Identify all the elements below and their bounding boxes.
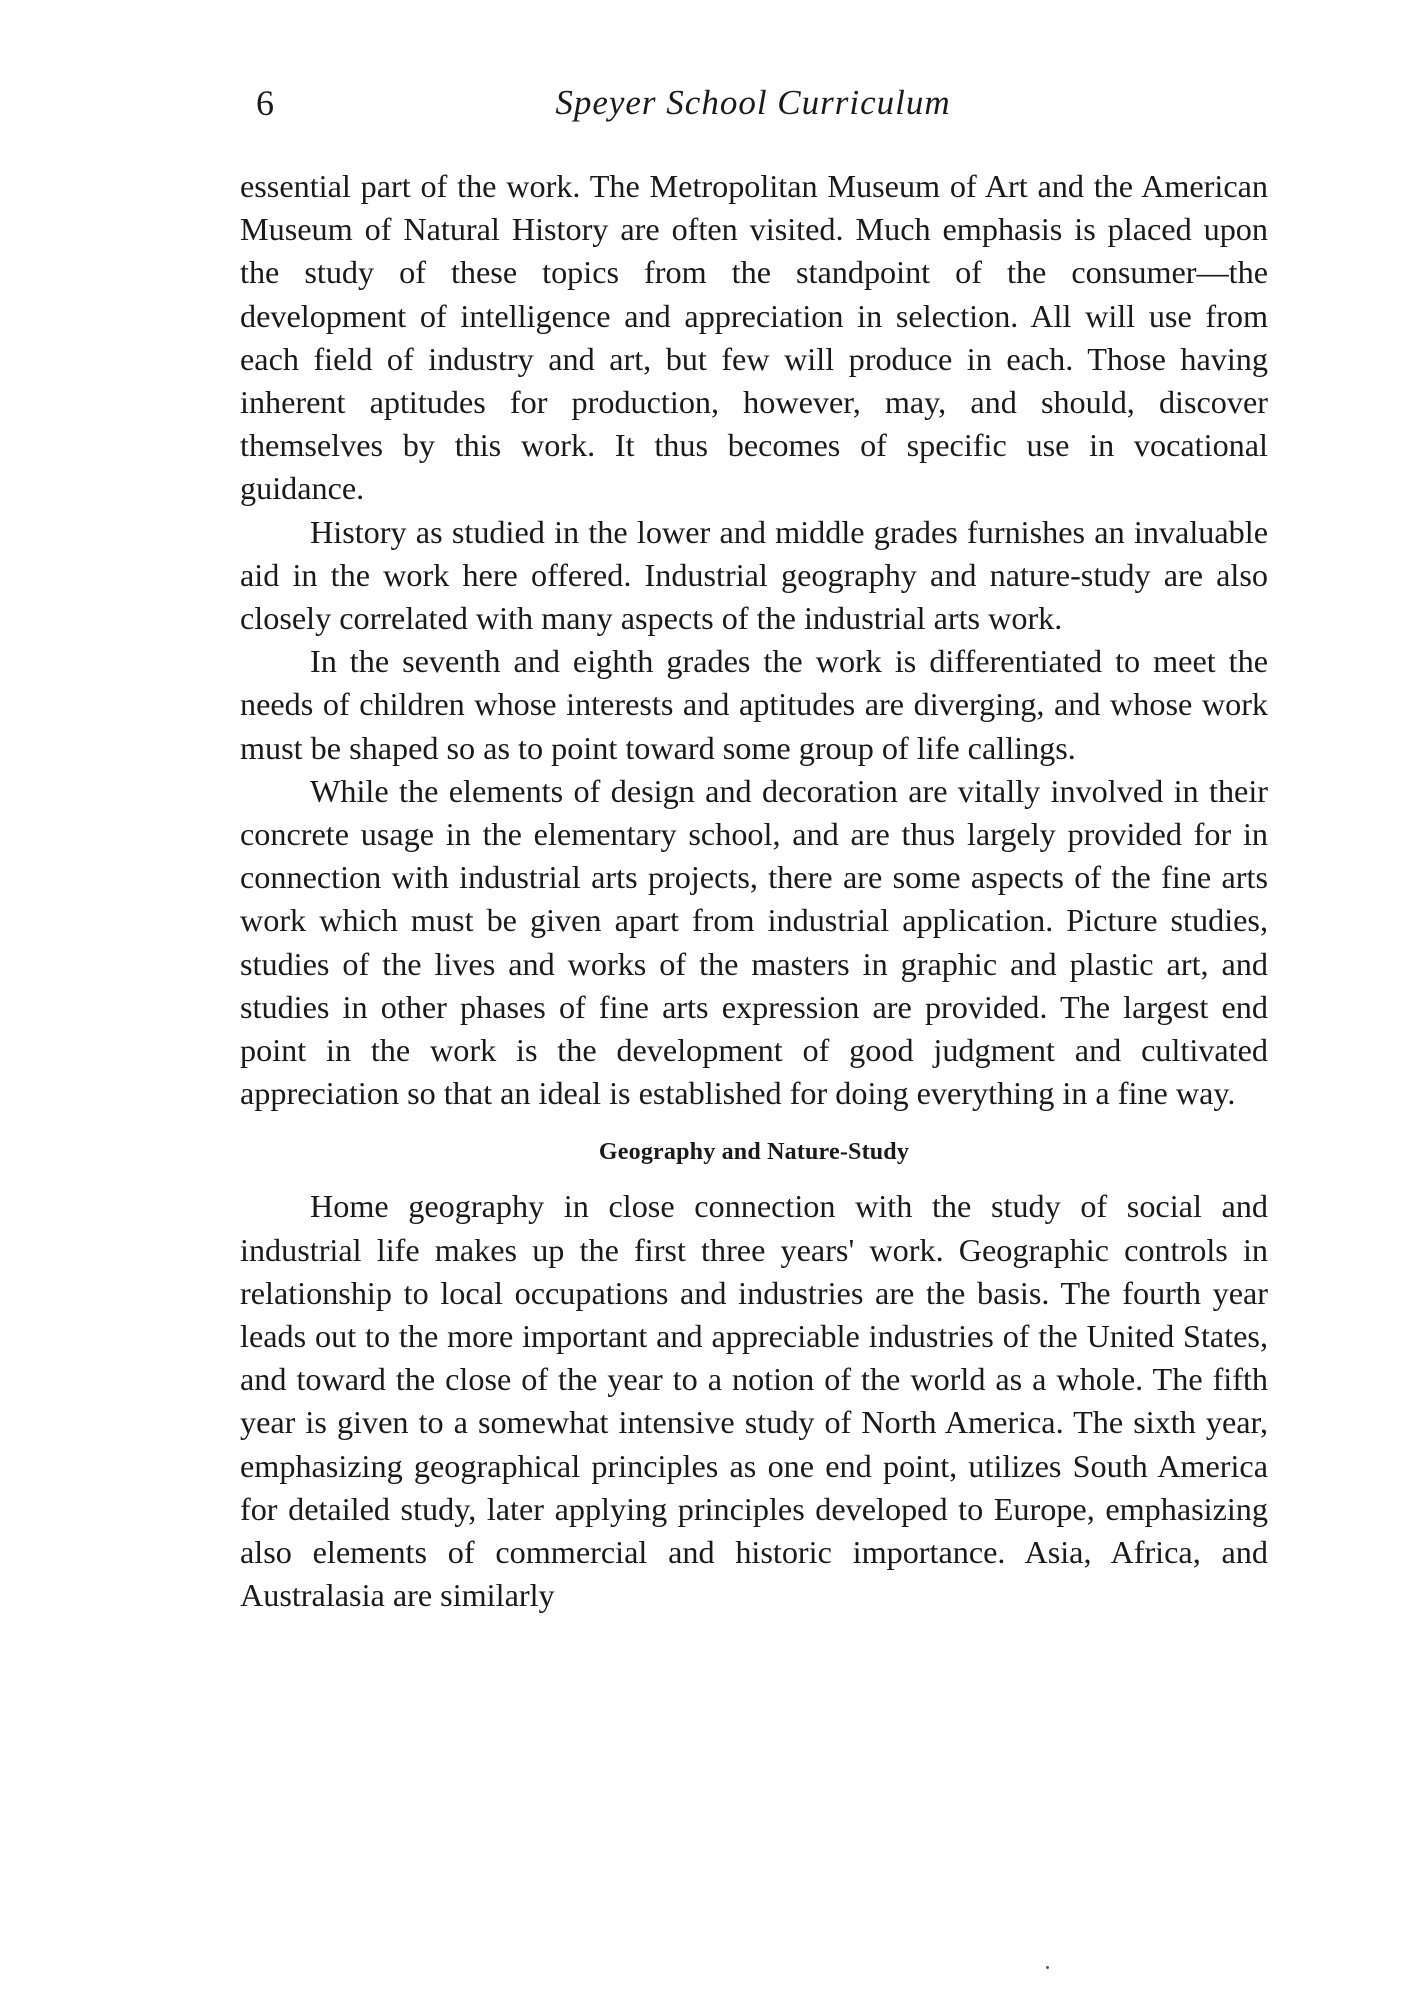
body-text (240, 165, 1268, 1618)
paragraph-home-geography: Home geography in close connection with the study of social and industrial life makes up the first three years' work. Geographic controls in relationship to local occupations and industries are the basis. The fourth year leads out to the more important and appreciable industries of the United States, and toward the close of the year to a notion of the world as a whole. The fifth year is given to a somewhat intensive study of North America. The sixth year, emphasizing geographical principles as one end point, utilizes South America for detailed study, later applying principles developed to Europe, emphasizing also elements of commercial and historic importance. Asia, Africa, and Australasia are similarly (240, 1188, 1268, 1614)
section-heading: Geography and Nature-Study (598, 1139, 910, 1166)
running-head (238, 78, 1268, 128)
running-title: Speyer School Curriculum (555, 83, 951, 122)
paragraph-seventh-eighth-grades: In the seventh and eighth grades the work is differentiated to meet the needs of children whose interests and aptitudes are diverging, and whose work must be shaped so as to point toward some group of life callings. (240, 643, 1268, 766)
paragraph-design-decoration: While the elements of design and decoration are vitally involved in their concrete usage in the elementary school, and are thus largely provided for in connection with industrial arts projects, there are some aspects of the fine arts work which must be given apart from industrial application. Picture studies, studies of the lives and works of the masters in graphic and plastic art, and studies in other phases of fine arts expression are provided. The largest end point in the work is the development of good judgment and cultivated appreciation so that an ideal is established for doing everything in a fine way. (240, 772, 1268, 1112)
page-number: 6 (256, 83, 274, 123)
print-speck (1046, 1966, 1049, 1969)
paragraph-history: History as studied in the lower and middle grades furnishes an invaluable aid in the work here offered. Industrial geography and nature-study are also closely correlated with many aspects of the industrial arts work. (240, 513, 1268, 637)
paragraph-continued: essential part of the work. The Metropolitan Museum of Art and the American Museum of Natural History are often visited. Much emphasis is placed upon the study of these topics from the standpoint of the consumer—the development of intelligence and appreciation in selection. All will use from each field of industry and art, but few will produce in each. Those having inherent aptitudes for production, however, may, and should, discover themselves by this work. It thus becomes of specific use in vocational guidance. (240, 168, 1268, 507)
